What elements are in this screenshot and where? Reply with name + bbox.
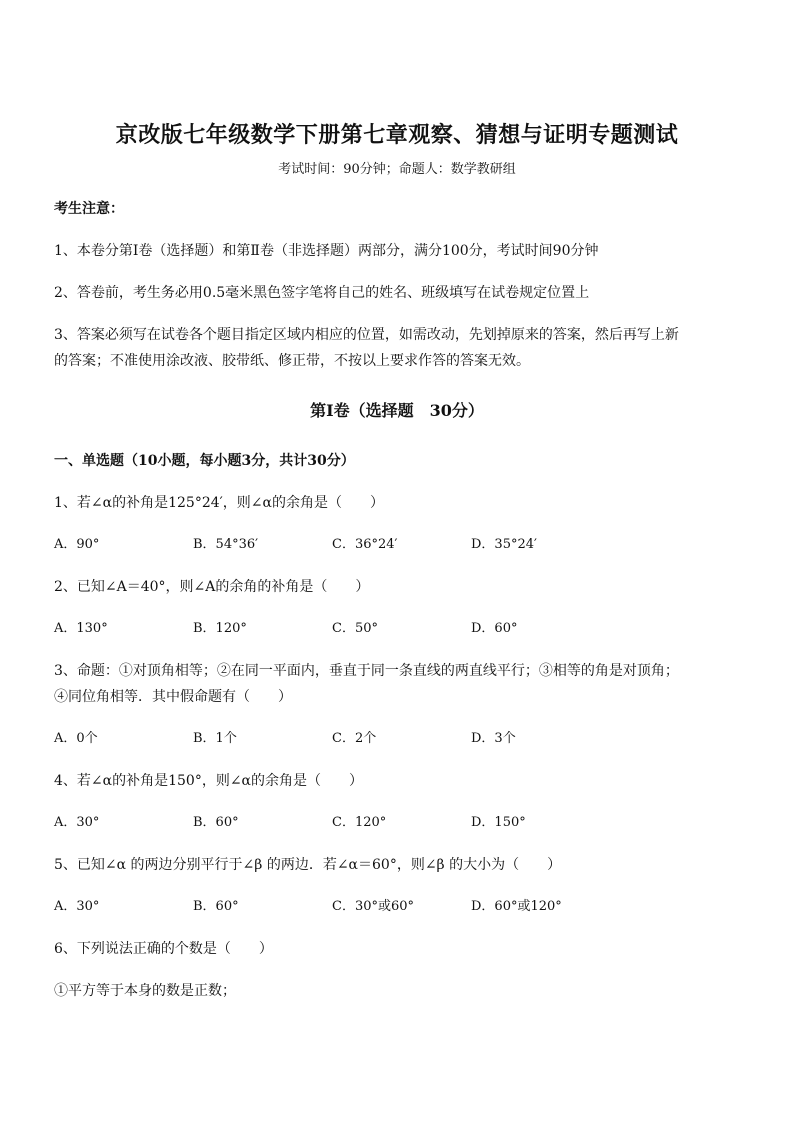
sub-statement: ①平方等于本身的数是正数； <box>54 983 236 999</box>
option-b: B．120° <box>193 621 247 636</box>
section-heading: 一、单选题（10小题，每小题3分，共计30分） <box>54 453 355 469</box>
question-stem: 2、已知∠A＝40°，则∠A的余角的补角是（ ） <box>54 579 370 595</box>
option-c: C．30°或60° <box>332 899 415 914</box>
option-b: B．60° <box>193 899 239 914</box>
option-b: B．54°36′ <box>193 537 259 552</box>
option-a: A．130° <box>54 621 108 636</box>
option-c: C．2个 <box>332 731 377 746</box>
question-stem: 5、已知∠α 的两边分别平行于∠β 的两边．若∠α＝60°，则∠β 的大小为（ ） <box>54 857 562 873</box>
question-stem: 4、若∠α的补角是150°，则∠α的余角是（ ） <box>54 773 363 789</box>
option-c: C．120° <box>332 815 387 830</box>
notice-item: 的答案；不准使用涂改液、胶带纸、修正带，不按以上要求作答的答案无效。 <box>54 353 530 369</box>
option-b: B．1个 <box>193 731 237 746</box>
option-a: A．30° <box>54 815 100 830</box>
option-d: D．150° <box>471 815 526 830</box>
question-stem: 6、下列说法正确的个数是（ ） <box>54 941 273 957</box>
page-title: 京改版七年级数学下册第七章观察、猜想与证明专题测试 <box>115 122 679 148</box>
option-d: D．60° <box>471 621 518 636</box>
part-title: 第Ⅰ卷（选择题 30分） <box>310 401 484 420</box>
notice-item: 1、本卷分第Ⅰ卷（选择题）和第Ⅱ卷（非选择题）两部分，满分100分，考试时间90分钟 <box>54 243 599 259</box>
option-a: A．90° <box>54 537 100 552</box>
exam-info: 考试时间：90分钟；命题人：数学教研组 <box>278 162 516 177</box>
option-a: A．0个 <box>54 731 98 746</box>
notice-item: 2、答卷前，考生务必用0.5毫米黑色签字笔将自己的姓名、班级填写在试卷规定位置上 <box>54 285 590 301</box>
notice-heading: 考生注意： <box>54 201 124 217</box>
question-stem-continued: ④同位角相等．其中假命题有（ ） <box>54 689 292 705</box>
question-stem: 1、若∠α的补角是125°24′，则∠α的余角是（ ） <box>54 495 384 511</box>
option-a: A．30° <box>54 899 100 914</box>
option-c: C．36°24′ <box>332 537 398 552</box>
option-b: B．60° <box>193 815 239 830</box>
question-stem: 3、命题：①对顶角相等；②在同一平面内，垂直于同一条直线的两直线平行；③相等的角是对顶角； <box>54 663 679 679</box>
notice-item: 3、答案必须写在试卷各个题目指定区域内相应的位置，如需改动，先划掉原来的答案，然后再写上新 <box>54 327 679 343</box>
option-d: D．3个 <box>471 731 516 746</box>
option-d: D．35°24′ <box>471 537 537 552</box>
option-c: C．50° <box>332 621 378 636</box>
option-d: D．60°或120° <box>471 899 562 914</box>
